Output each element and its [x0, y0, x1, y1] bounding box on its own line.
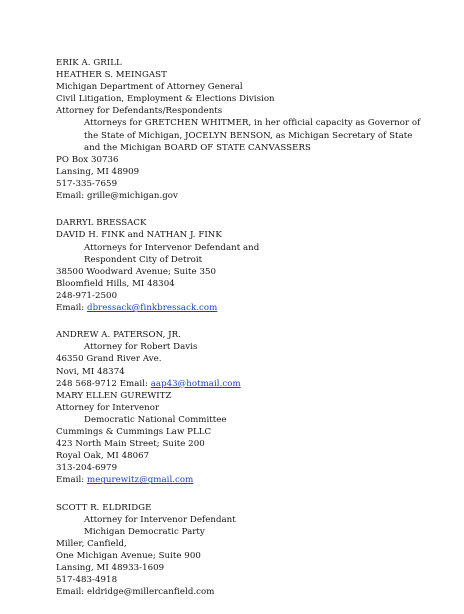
address-line [56, 302, 456, 314]
email-link[interactable]: aap43@hotmail.com [150, 378, 241, 389]
address-line: ERIK A. GRILL [56, 58, 122, 68]
address-line: 313-204-6979 [56, 463, 118, 474]
counsel-block-eldridge [56, 502, 456, 599]
address-line [56, 378, 456, 390]
email-link[interactable]: megurewitz@gmail.com [87, 475, 194, 486]
counsel-block-gurewitz [56, 390, 456, 487]
address-line: Bloomfield Hills, MI 48304 [56, 278, 175, 289]
address-line: DARRYL BRESSACK [56, 218, 147, 229]
address-line [56, 474, 456, 486]
counsel-block-paterson [56, 329, 456, 389]
address-line: Attorneys for Intervenor Defendant and [84, 242, 260, 253]
address-line: Michigan Democratic Party [84, 526, 205, 537]
address-line: Attorney for Robert Davis [84, 342, 198, 353]
email-link[interactable]: dbressack@finkbressack.com [87, 302, 218, 313]
address-line: 248-971-2500 [56, 290, 118, 301]
address-line: Cummings & Cummings Law PLLC [56, 427, 212, 437]
address-line: 517-483-4918 [56, 575, 118, 586]
address-line: 38500 Woodward Avenue; Suite 350 [56, 266, 217, 277]
address-line: Respondent City of Detroit [84, 254, 203, 265]
address-line: Attorney for Intervenor Defendant [84, 514, 236, 525]
email-label: Email: [56, 302, 88, 313]
address-line: PO Box 30736 [56, 154, 119, 165]
address-line: Attorneys for GRETCHEN WHITMER, in her official capacity as Governor of [84, 118, 421, 129]
address-line: Democratic National Committee [84, 414, 227, 425]
address-line: 46350 Grand River Ave. [56, 354, 162, 365]
email-label: Email: [56, 475, 88, 486]
address-line: Royal Oak, MI 48067 [56, 451, 150, 462]
address-line: DAVID H. FINK and NATHAN J. FINK [56, 230, 222, 241]
counsel-block-bressack [56, 217, 456, 314]
address-line: Miller, Canfield, [56, 538, 127, 549]
address-line: ANDREW A. PATERSON, JR. [56, 330, 181, 341]
address-line: One Michigan Avenue; Suite 900 [56, 551, 201, 562]
address-line: the State of Michigan, JOCELYN BENSON, as Michigan Secretary of State [84, 130, 413, 141]
counsel-block-grill [56, 57, 456, 202]
address-line: Attorney for Defendants/Respondents [56, 106, 223, 117]
address-line: Michigan Department of Attorney General [56, 82, 243, 93]
address-line: HEATHER S. MEINGAST [56, 70, 167, 81]
address-line: and the Michigan BOARD OF STATE CANVASSERS [84, 142, 311, 153]
address-line: SCOTT R. ELDRIDGE [56, 502, 152, 513]
address-line: Lansing, MI 48909 [56, 166, 140, 177]
address-line: Email: eldridge@millercanfield.com [56, 587, 215, 598]
address-line: Civil Litigation, Employment & Elections Division [56, 94, 275, 105]
counsel-list [56, 57, 456, 614]
address-line: MARY ELLEN GUREWITZ [56, 390, 172, 401]
email-label: 248 568-9712 Email: [56, 378, 151, 389]
address-line: Email: grille@michigan.gov [56, 191, 178, 202]
address-line: Novi, MI 48374 [56, 366, 125, 377]
address-line: Attorney for Intervenor [56, 402, 160, 413]
address-line: Lansing, MI 48933-1609 [56, 563, 165, 574]
address-line: 517-335-7659 [56, 178, 118, 189]
address-line: 423 North Main Street; Suite 200 [56, 439, 205, 450]
